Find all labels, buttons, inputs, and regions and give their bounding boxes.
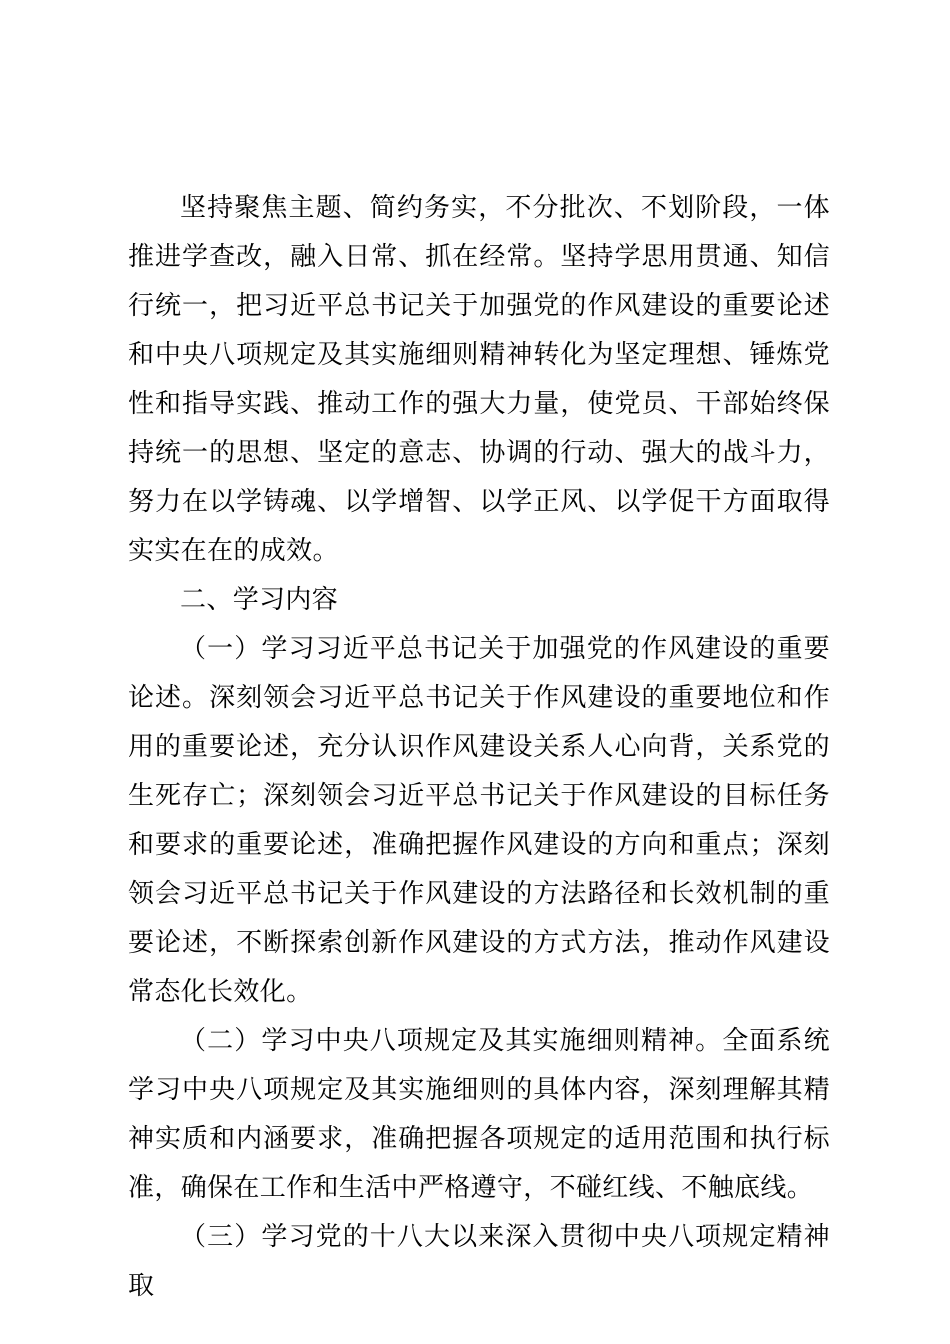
section-heading-study-content: 二、学习内容 xyxy=(180,585,339,615)
paragraph-item-1: （一）学习习近平总书记关于加强党的作风建设的重要论述。深刻领会习近平总书记关于作风建设的重要地位和作用的重要论述，充分认识作风建设关系人心向背，关系党的生死存亡；深刻领会习近平总书记关于作风建设的目标任务和要求的重要论述，准确把握作风建设的方向和重点；深刻领会习近平总书记关于作风建设的方法路径和长效机制的重要论述，不断探索创新作风建设的方式方法，推动作风建设常态化长效化。 xyxy=(128,634,830,1007)
paragraph-principles: 坚持聚焦主题、简约务实，不分批次、不划阶段，一体推进学查改，融入日常、抓在经常。坚持学思用贯通、知信行统一，把习近平总书记关于加强党的作风建设的重要论述和中央八项规定及其实施细则精神转化为坚定理想、锤炼党性和指导实践、推动工作的强大力量，使党员、干部始终保持统一的思想、坚定的意志、协调的行动、强大的战斗力，努力在以学铸魂、以学增智、以学正风、以学促干方面取得实实在在的成效。 xyxy=(128,193,830,566)
document-body xyxy=(128,184,830,1311)
paragraph-item-3: （三）学习党的十八大以来深入贯彻中央八项规定精神取 xyxy=(128,1222,830,1301)
paragraph-item-2: （二）学习中央八项规定及其实施细则精神。全面系统学习中央八项规定及其实施细则的具体内容，深刻理解其精神实质和内涵要求，准确把握各项规定的适用范围和执行标准，确保在工作和生活中严格遵守，不碰红线、不触底线。 xyxy=(128,1026,830,1203)
